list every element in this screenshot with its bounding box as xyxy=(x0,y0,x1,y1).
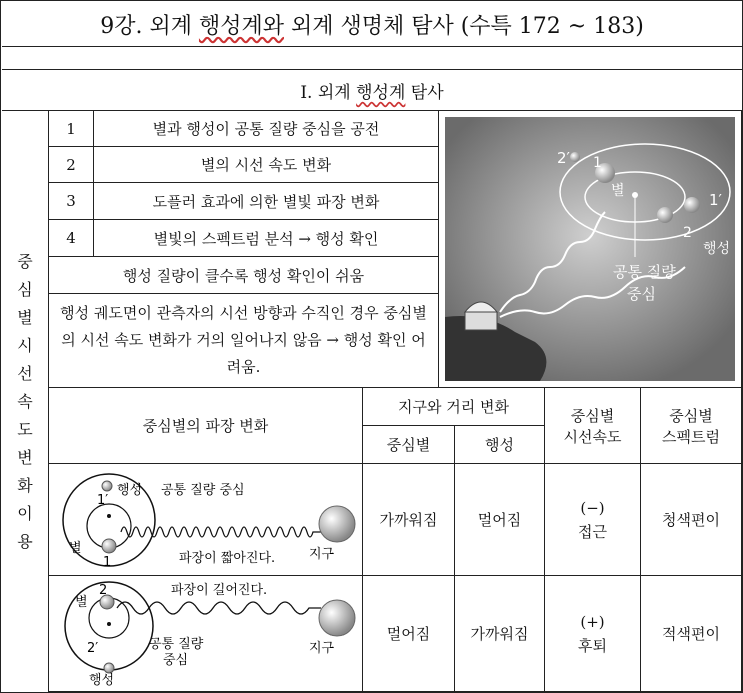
item-number: 1 xyxy=(49,111,94,147)
com-dot xyxy=(107,514,111,518)
row1-figure-cell xyxy=(49,464,363,576)
com-dot xyxy=(107,622,111,626)
svg-text:2′: 2′ xyxy=(86,640,98,656)
earth-ball xyxy=(319,506,355,542)
row1-planet-distance: 멀어짐 xyxy=(455,464,545,576)
header-spectrum: 중심별 스펙트럼 xyxy=(641,388,742,464)
side-label: 중 심 별 시 선 속 도 변 화 이 용 xyxy=(2,111,49,692)
row2-figure-cell xyxy=(49,576,363,692)
svg-text:1′: 1′ xyxy=(96,492,108,508)
svg-text:별: 별 xyxy=(74,594,88,610)
row1-radial-velocity: (−) 접근 xyxy=(545,464,641,576)
row2-spectrum: 적색편이 xyxy=(641,576,742,692)
svg-text:행성: 행성 xyxy=(88,672,114,688)
item-number: 3 xyxy=(49,183,94,220)
note-orbit-plane: 행성 궤도면이 관측자의 시선 방향과 수직인 경우 중심별의 시선 속도 변화가 거의 일어나지 않음 → 행성 확인 어려움. xyxy=(49,294,439,388)
item-text: 별빛의 스펙트럼 분석 → 행성 확인 xyxy=(94,220,439,257)
header-distance: 지구와 거리 변화 xyxy=(363,388,545,426)
svg-text:중심: 중심 xyxy=(627,285,656,303)
svg-text:별: 별 xyxy=(611,183,625,199)
svg-text:1′: 1′ xyxy=(709,191,722,209)
short-wave xyxy=(121,527,321,537)
planet-position-2p xyxy=(570,152,580,162)
orbit-figure-cell xyxy=(439,111,742,388)
svg-text:1: 1 xyxy=(593,155,602,171)
svg-text:지구: 지구 xyxy=(308,640,334,656)
item-text: 도플러 효과에 의한 별빛 파장 변화 xyxy=(94,183,439,220)
item-number: 4 xyxy=(49,220,94,257)
spacer-row xyxy=(2,47,742,70)
svg-text:지구: 지구 xyxy=(308,546,334,562)
header-planet: 행성 xyxy=(455,426,545,464)
header-radial-velocity: 중심별 시선속도 xyxy=(545,388,641,464)
earth-ball xyxy=(319,600,355,636)
svg-text:행성: 행성 xyxy=(116,482,142,498)
section-heading: I. 외계 행성계 탐사 xyxy=(2,70,742,111)
svg-text:1: 1 xyxy=(102,554,111,570)
svg-text:2: 2 xyxy=(98,582,107,598)
row1-star-distance: 가까워짐 xyxy=(363,464,455,576)
star-dot xyxy=(102,539,116,553)
item-text: 별과 행성이 공통 질량 중심을 공전 xyxy=(94,111,439,147)
page-title: 9강. 외계 행성계와 외계 생명체 탐사 (수특 172 ~ 183) xyxy=(2,2,742,47)
row2-radial-velocity: (+) 후퇴 xyxy=(545,576,641,692)
blueshift-figure xyxy=(51,466,361,574)
row2-planet-distance: 가까워짐 xyxy=(455,576,545,692)
svg-text:파장이 짧아진다.: 파장이 짧아진다. xyxy=(178,550,275,566)
title-underlined: 행성계와 xyxy=(198,13,284,39)
row1-spectrum: 청색편이 xyxy=(641,464,742,576)
header-wavelength: 중심별의 파장 변화 xyxy=(49,388,363,464)
planet-dot xyxy=(104,663,114,673)
planet-position-1p xyxy=(684,197,700,213)
svg-text:2′: 2′ xyxy=(557,149,570,167)
svg-text:공통 질량: 공통 질량 xyxy=(613,263,676,281)
orbit-photo-figure xyxy=(445,117,735,381)
svg-text:공통 질량: 공통 질량 xyxy=(148,636,203,652)
svg-text:2: 2 xyxy=(683,225,692,241)
svg-text:파장이 길어진다.: 파장이 길어진다. xyxy=(170,582,267,598)
planet-dot xyxy=(102,481,112,491)
note-planet-mass: 행성 질량이 클수록 행성 확인이 쉬움 xyxy=(49,257,439,294)
svg-text:행성: 행성 xyxy=(703,241,731,257)
item-number: 2 xyxy=(49,147,94,183)
svg-text:별: 별 xyxy=(68,540,82,556)
svg-text:중심: 중심 xyxy=(162,652,188,668)
header-star: 중심별 xyxy=(363,426,455,464)
item-text: 별의 시선 속도 변화 xyxy=(94,147,439,183)
svg-text:공통 질량 중심: 공통 질량 중심 xyxy=(160,482,245,498)
star-position-2 xyxy=(657,207,673,223)
row2-star-distance: 멀어짐 xyxy=(363,576,455,692)
redshift-figure xyxy=(51,578,361,690)
